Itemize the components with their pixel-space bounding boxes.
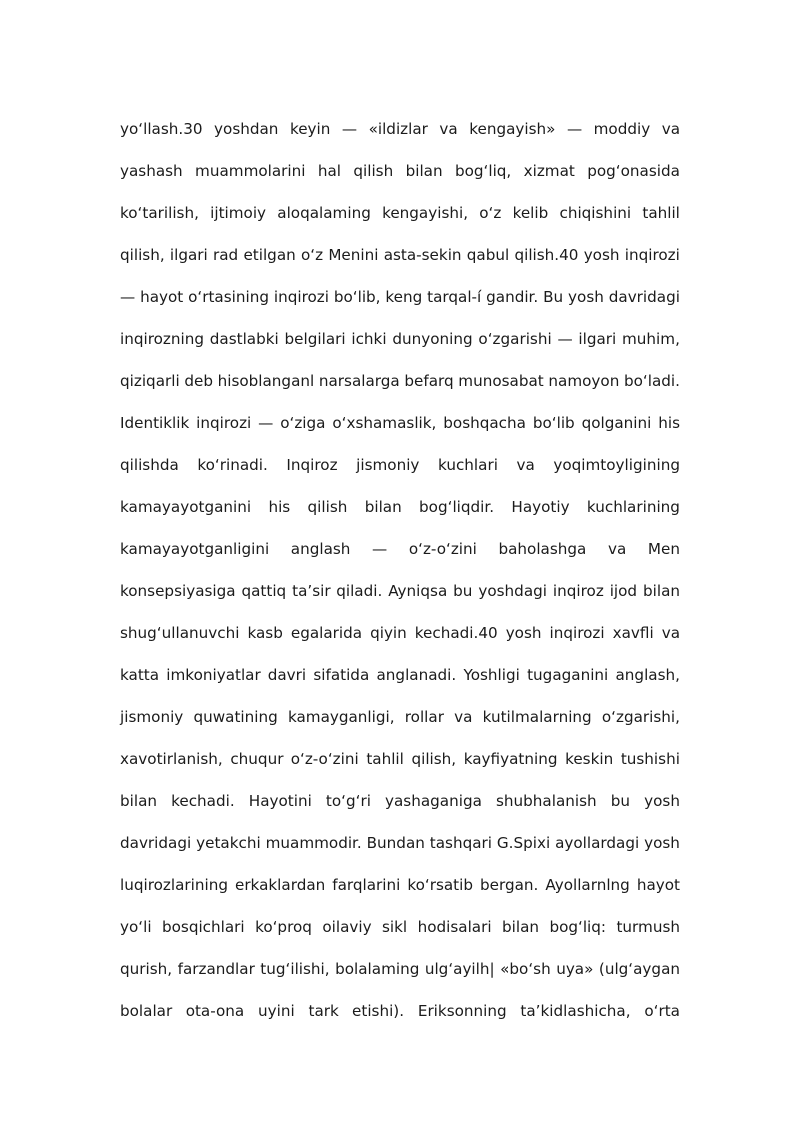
word: Ayniqsa <box>388 582 448 600</box>
word: inqiroz <box>552 582 604 600</box>
word: va <box>454 708 473 726</box>
word: Menini <box>328 246 379 264</box>
word: pog‘onasida <box>587 162 680 180</box>
text-line <box>120 486 680 528</box>
word: inqirozi <box>624 246 680 264</box>
word: inqirozning <box>120 330 204 348</box>
word: yosh <box>568 288 604 306</box>
word: farzandlar <box>177 960 255 978</box>
word: yashaganiga <box>385 792 482 810</box>
word: ko‘rinadi. <box>197 456 268 474</box>
word: Eriksonning <box>417 1002 507 1020</box>
word: ta’sir <box>292 582 331 600</box>
word: tugaganini <box>527 666 609 684</box>
word: to‘g‘ri <box>325 792 371 810</box>
word: ulg‘ayilh| <box>424 960 495 978</box>
word: va <box>439 120 458 138</box>
word: kengayishi, <box>382 204 469 222</box>
word: o‘rtasining <box>188 288 269 306</box>
word: tark <box>308 1002 339 1020</box>
word: Bu <box>543 288 564 306</box>
text-line <box>120 234 680 276</box>
word: luqirozlarining <box>120 876 228 894</box>
word: inqirozi <box>273 288 329 306</box>
word: hisoblanganl <box>217 372 315 390</box>
word: farqlarini <box>332 876 401 894</box>
word: tahlil <box>642 204 680 222</box>
word: qilish, <box>120 246 165 264</box>
text-line <box>120 360 680 402</box>
word: ilgari <box>578 330 617 348</box>
word: hayot <box>636 876 680 894</box>
word: yosh <box>505 624 542 642</box>
word: bo‘ladi. <box>623 372 680 390</box>
word: bog‘liq: <box>549 918 607 936</box>
word: o‘xshamaslik, <box>332 414 437 432</box>
word: tashqari <box>429 834 492 852</box>
word: his <box>658 414 680 432</box>
word: Men <box>647 540 680 558</box>
word: qurish, <box>120 960 173 978</box>
word: anglash, <box>615 666 680 684</box>
word: qabul <box>466 246 510 264</box>
word: yoshdan <box>214 120 279 138</box>
word: kamayayotganini <box>120 498 252 516</box>
word: yo‘llash.30 <box>120 120 203 138</box>
word: o‘rta <box>644 1002 680 1020</box>
word: qolganini <box>581 414 652 432</box>
word: ko‘proq <box>255 918 312 936</box>
word: yashash <box>120 162 183 180</box>
word: sikl <box>382 918 408 936</box>
word: dastlabki <box>209 330 279 348</box>
word: — <box>557 330 573 348</box>
word: munosabat <box>458 372 544 390</box>
word: sifatida <box>313 666 370 684</box>
word: ijod <box>609 582 638 600</box>
word: etilgan <box>243 246 296 264</box>
word: befarq <box>404 372 454 390</box>
word: bolalar <box>120 1002 172 1020</box>
word: xavfli <box>612 624 654 642</box>
word: Yoshligi <box>463 666 520 684</box>
word: ko‘rsatib <box>407 876 473 894</box>
word: qiyin <box>370 624 407 642</box>
word: «ildizlar <box>368 120 428 138</box>
word: qilish <box>353 162 394 180</box>
word: o‘z <box>479 204 502 222</box>
word: konsepsiyasiga <box>120 582 236 600</box>
word: bilan <box>120 792 158 810</box>
word: qilish, <box>411 750 457 768</box>
word: keskin <box>565 750 614 768</box>
word: yo‘li <box>120 918 152 936</box>
word: shubhalanish <box>496 792 597 810</box>
word: keng <box>385 288 423 306</box>
word: anglash <box>290 540 351 558</box>
word: — <box>120 288 136 306</box>
word: va <box>516 456 535 474</box>
text-line <box>120 318 680 360</box>
word: muammodir. <box>265 834 362 852</box>
word: Hayotiy <box>511 498 570 516</box>
word: moddiy <box>593 120 651 138</box>
word: jismoniy <box>120 708 184 726</box>
text-line <box>120 528 680 570</box>
word: xavotirlanish, <box>120 750 223 768</box>
word: yetakchi <box>196 834 261 852</box>
word: — <box>372 540 388 558</box>
word: Ayollarnlng <box>545 876 630 894</box>
word: «bo‘sh <box>500 960 551 978</box>
word: yosh <box>644 792 680 810</box>
word: katta <box>120 666 160 684</box>
word: o‘z-o‘zini <box>290 750 359 768</box>
word: hodisalari <box>417 918 492 936</box>
word: bilan <box>405 162 443 180</box>
text-line <box>120 654 680 696</box>
word: davridagi <box>120 834 192 852</box>
word: yosh <box>644 834 680 852</box>
word: kasb <box>247 624 283 642</box>
word: aloqalaming <box>277 204 371 222</box>
word: uya» <box>556 960 594 978</box>
word: xizmat <box>523 162 575 180</box>
word: bog‘liqdir. <box>419 498 495 516</box>
word: anglanadi. <box>376 666 457 684</box>
text-line <box>120 696 680 738</box>
text-line <box>120 402 680 444</box>
word: (ulg‘aygan <box>598 960 680 978</box>
text-line <box>120 864 680 906</box>
word: bosqichlari <box>161 918 245 936</box>
text-line <box>120 948 680 990</box>
word: kengayish» <box>469 120 556 138</box>
word: davridagi <box>608 288 680 306</box>
word: tushishi <box>620 750 680 768</box>
word: narsalarga <box>318 372 400 390</box>
text-line <box>120 780 680 822</box>
word: bu <box>610 792 631 810</box>
word: egalarida <box>290 624 363 642</box>
word: va <box>661 120 680 138</box>
word: o‘zgarishi <box>478 330 552 348</box>
word: baholashga <box>498 540 587 558</box>
word: bilan <box>502 918 540 936</box>
word: ayollardagi <box>555 834 640 852</box>
word: boshqacha <box>443 414 526 432</box>
word: rad <box>213 246 239 264</box>
word: chuqur <box>230 750 284 768</box>
text-line <box>120 990 680 1032</box>
text-line <box>120 570 680 612</box>
word: dunyoning <box>392 330 473 348</box>
word: kutilmalarning <box>482 708 592 726</box>
word: hayot <box>140 288 184 306</box>
word: kamayayotganligini <box>120 540 270 558</box>
word: qattiq <box>241 582 287 600</box>
word: ota-ona <box>185 1002 245 1020</box>
word: Identiklik <box>120 414 190 432</box>
word: bolalaming <box>335 960 420 978</box>
word: chiqishini <box>559 204 632 222</box>
word: — <box>566 120 583 138</box>
word: namoyon <box>548 372 620 390</box>
word: jismoniy <box>356 456 420 474</box>
word: erkaklardan <box>234 876 326 894</box>
word: asta-sekin <box>383 246 462 264</box>
word: kechadi.40 <box>414 624 498 642</box>
word: bilan <box>642 582 680 600</box>
word: ilgari <box>169 246 208 264</box>
word: va <box>661 624 680 642</box>
word: ichki <box>351 330 387 348</box>
word: ta’kidlashicha, <box>520 1002 631 1020</box>
word: kechadi. <box>171 792 235 810</box>
text-line <box>120 108 680 150</box>
word: yoqimtoyligining <box>553 456 680 474</box>
word: keyin <box>289 120 331 138</box>
text-line <box>120 738 680 780</box>
word: qiziqarli <box>120 372 180 390</box>
word: tahlil <box>366 750 404 768</box>
word: — <box>341 120 358 138</box>
word: Bundan <box>366 834 425 852</box>
text-line <box>120 612 680 654</box>
word: yoshdagi <box>478 582 547 600</box>
word: G.Spixi <box>496 834 551 852</box>
word: imkoniyatlar <box>166 666 261 684</box>
word: inqirozi <box>196 414 252 432</box>
word: oilaviy <box>322 918 372 936</box>
word: ijtimoiy <box>210 204 267 222</box>
word: muhim, <box>622 330 680 348</box>
word: tarqal-í <box>427 288 482 306</box>
word: o‘z-o‘zini <box>408 540 477 558</box>
text-line <box>120 276 680 318</box>
word: kamayganligi, <box>287 708 395 726</box>
word: bo‘lib, <box>333 288 381 306</box>
text-line <box>120 150 680 192</box>
text-line <box>120 822 680 864</box>
word: rollar <box>404 708 444 726</box>
word: quwatining <box>193 708 278 726</box>
word: qiladi. <box>336 582 383 600</box>
word: bergan. <box>479 876 539 894</box>
word: ko‘tarilish, <box>120 204 199 222</box>
word: kelib <box>512 204 549 222</box>
word: kuchlari <box>438 456 498 474</box>
body-text <box>120 108 680 1032</box>
word: turmush <box>616 918 680 936</box>
word: davri <box>267 666 307 684</box>
word: Hayotini <box>248 792 312 810</box>
word: qilishda <box>120 456 179 474</box>
word: bu <box>453 582 473 600</box>
word: qilish <box>307 498 348 516</box>
word: o‘zgarishi, <box>601 708 680 726</box>
text-line <box>120 192 680 234</box>
word: tug‘ilishi, <box>260 960 330 978</box>
word: va <box>607 540 627 558</box>
word: uyini <box>258 1002 295 1020</box>
word: deb <box>184 372 213 390</box>
word: kuchlarining <box>586 498 680 516</box>
word: etishi). <box>352 1002 405 1020</box>
word: hal <box>317 162 342 180</box>
word: inqirozi <box>549 624 605 642</box>
word: o‘ziga <box>280 414 326 432</box>
word: muammolarini <box>195 162 306 180</box>
word: qilish.40 <box>514 246 579 264</box>
word: kayfiyatning <box>463 750 558 768</box>
word: bilan <box>364 498 402 516</box>
word: yosh <box>583 246 620 264</box>
word: — <box>258 414 274 432</box>
word: shug‘ullanuvchi <box>120 624 240 642</box>
word: bo‘lib <box>532 414 575 432</box>
text-line <box>120 444 680 486</box>
word: Inqiroz <box>286 456 338 474</box>
word: bog‘liq, <box>454 162 512 180</box>
word: gandir. <box>486 288 539 306</box>
word: his <box>268 498 291 516</box>
word: belgilari <box>284 330 346 348</box>
word: o‘z <box>300 246 324 264</box>
text-line <box>120 906 680 948</box>
